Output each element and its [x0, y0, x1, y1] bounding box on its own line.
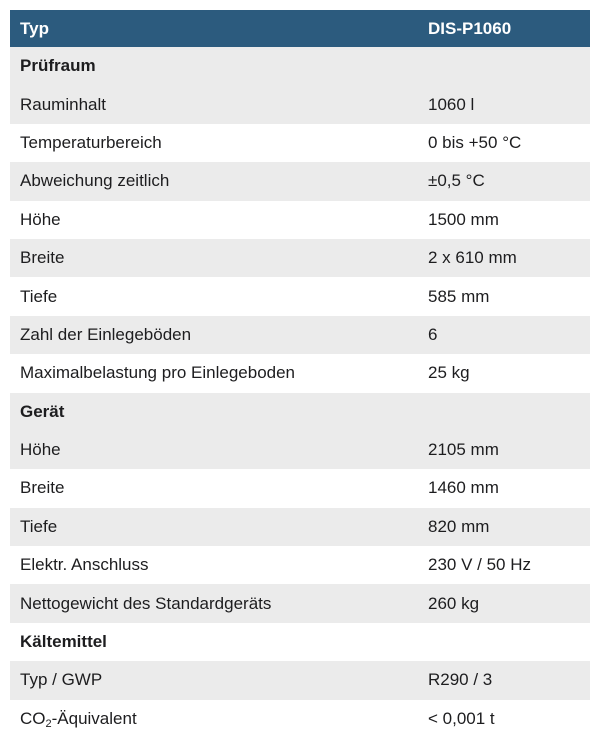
table-row — [10, 201, 590, 239]
row-value: 25 kg — [428, 363, 470, 383]
row-label: Breite — [20, 248, 65, 268]
table-row — [10, 584, 590, 622]
table-row — [10, 162, 590, 200]
row-label: Zahl der Einlegeböden — [20, 324, 192, 344]
table-row — [10, 316, 590, 354]
row-value: 230 V / 50 Hz — [428, 555, 532, 575]
table-row — [10, 431, 590, 469]
row-value: 1500 mm — [428, 209, 499, 229]
row-label: Abweichung zeitlich — [20, 171, 170, 191]
section-title-pruefraum — [10, 47, 590, 85]
row-value: ±0,5 °C — [428, 171, 485, 191]
table-row — [10, 277, 590, 315]
row-label: Temperaturbereich — [20, 132, 162, 152]
row-value: 585 mm — [428, 286, 490, 306]
row-value: 0 bis +50 °C — [428, 132, 522, 152]
row-value: 260 kg — [428, 593, 480, 613]
table-row — [10, 85, 590, 123]
row-label: Breite — [20, 478, 65, 498]
row-label: Typ / GWP — [20, 670, 103, 690]
row-value: 6 — [428, 324, 438, 344]
spec-table — [10, 10, 590, 738]
table-row — [10, 239, 590, 277]
row-value: 1460 mm — [428, 478, 499, 498]
row-label: Maximalbelastung pro Einlegeboden — [20, 363, 296, 383]
co2-label-suffix: -Äquivalent — [51, 708, 137, 728]
row-label-co2 — [10, 709, 418, 729]
row-label: Elektr. Anschluss — [20, 555, 149, 575]
row-label: Tiefe — [20, 516, 58, 536]
row-label: Höhe — [20, 440, 61, 460]
section-title-geraet — [10, 393, 590, 431]
row-value: 820 mm — [428, 516, 490, 536]
table-row — [10, 124, 590, 162]
row-label: Tiefe — [20, 286, 58, 306]
header-value: DIS-P1060 — [428, 18, 512, 38]
table-row — [10, 546, 590, 584]
section-title-label: Prüfraum — [20, 56, 96, 76]
co2-label-prefix: CO — [20, 708, 46, 728]
row-label: Höhe — [20, 209, 61, 229]
section-title-label: Kältemittel — [20, 632, 107, 652]
co2-label-subscript: 2 — [45, 717, 52, 730]
section-title-kaeltemittel — [10, 623, 590, 661]
row-value: R290 / 3 — [428, 670, 493, 690]
row-value: < 0,001 t — [428, 708, 495, 728]
row-value: 2105 mm — [428, 440, 499, 460]
row-label: Nettogewicht des Standardgeräts — [20, 593, 272, 613]
row-value: 2 x 610 mm — [428, 248, 517, 268]
table-row — [10, 354, 590, 392]
table-row — [10, 661, 590, 699]
table-row-co2 — [10, 700, 590, 738]
table-row — [10, 508, 590, 546]
table-row — [10, 469, 590, 507]
row-value: 1060 l — [428, 94, 475, 114]
section-title-label: Gerät — [20, 401, 65, 421]
table-header — [10, 10, 590, 47]
row-label: Rauminhalt — [20, 94, 106, 114]
header-label: Typ — [20, 18, 49, 38]
